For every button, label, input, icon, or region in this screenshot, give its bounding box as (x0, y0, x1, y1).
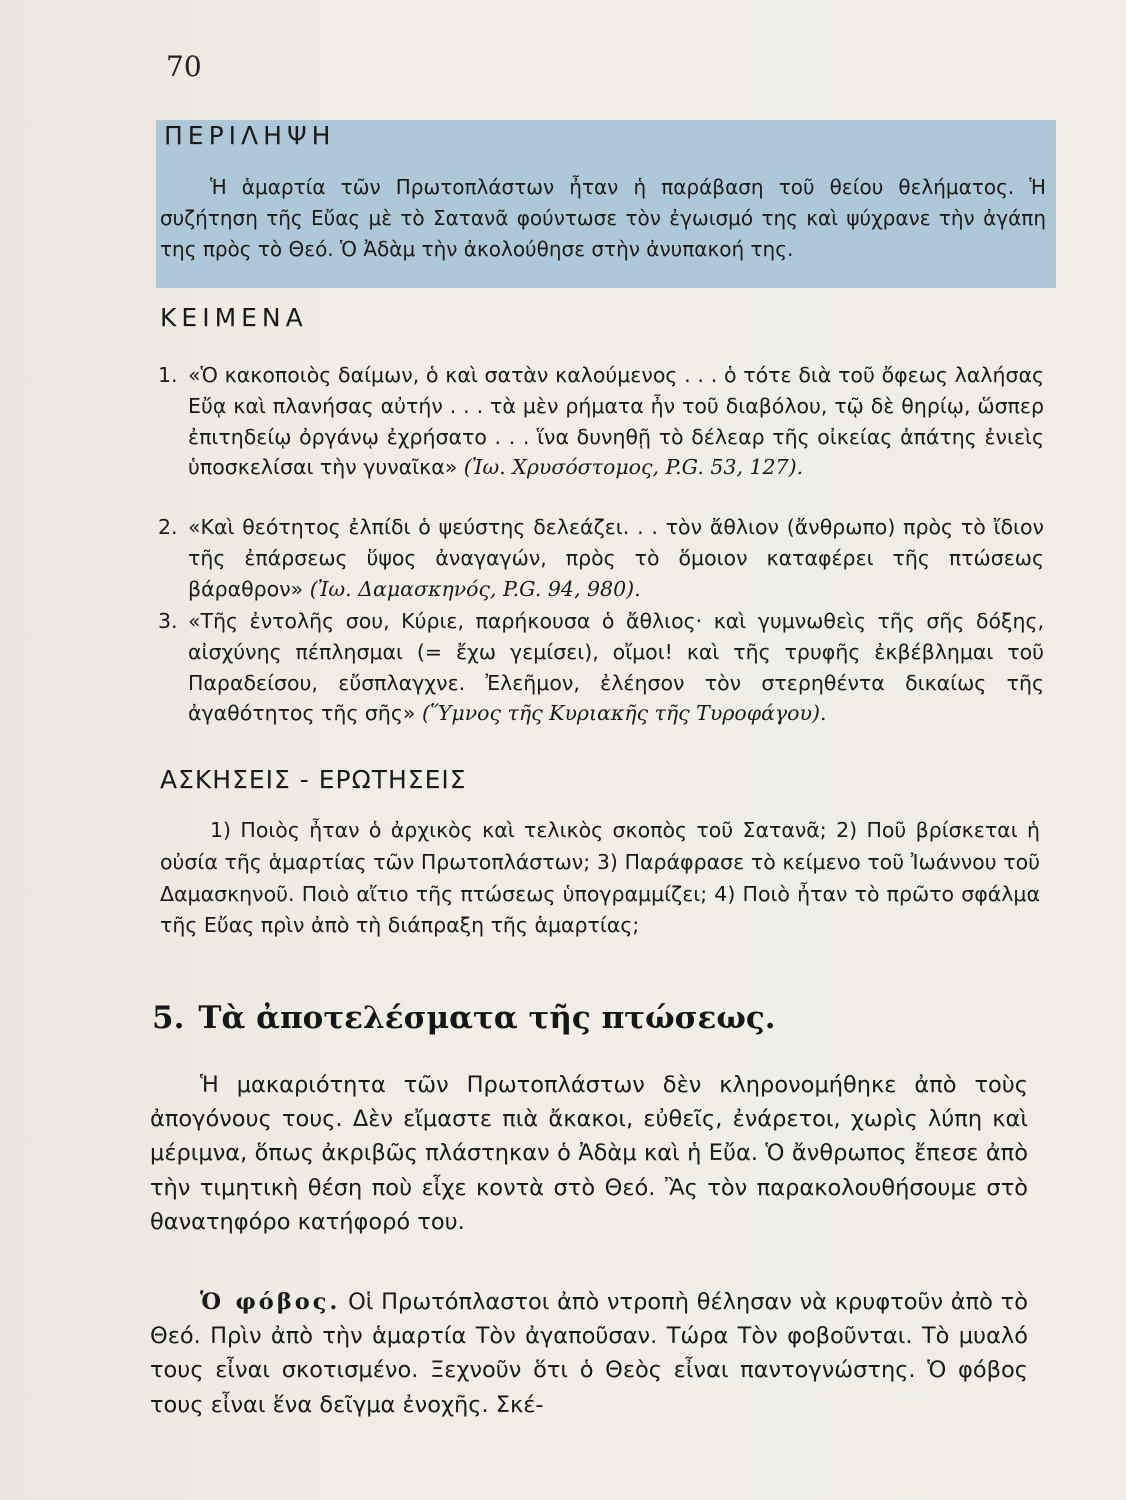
paragraph-text: Οἱ Πρωτόπλαστοι ἀπὸ ντροπὴ θέλησαν νὰ κρυφτοῦν ἀπὸ τὸ Θεό. Πρὶν ἀπὸ τὴν ἁμαρτία Τὸν ἀγαποῦσαν. Τώρα Τὸν φοβοῦνται. Τὸ μυαλό τους εἶναι σκοτισμένο. Ξεχνοῦν ὅτι ὁ Θεὸς εἶναι παντογνώστης. Ὁ φόβος τους εἶναι ἕνα δεῖγμα ἐνοχῆς. Σκέ- (150, 1289, 1028, 1418)
quote-number: 3. (158, 609, 178, 633)
quote-text: «Ὁ κακοποιὸς δαίμων, ὁ καὶ σατὰν καλούμενος . . . ὁ τότε διὰ τοῦ ὄφεως λαλήσας Εὔᾳ καὶ πλανήσας αὐτήν . . . τὰ μὲν ρήματα ἦν τοῦ διαβόλου, τῷ δὲ θηρίῳ, ὥσπερ ἐπιτηδείῳ ὀργάνῳ ἐχρήσατο . . . ἵνα δυνηθῇ τὸ δέλεαρ τῆς οἰκείας ἀπάτης ἐνιεὶς ὑποσκελίσαι τὴν γυναῖκα» (188, 363, 1044, 480)
fear-label: Ὁ φόβος. (200, 1289, 341, 1315)
quote-item-3 (158, 606, 1048, 736)
quote-number: 2. (158, 515, 178, 539)
paragraph-text: Ἡ μακαριότητα τῶν Πρωτοπλάστων δὲν κληρονομήθηκε ἀπὸ τοὺς ἀπογόνους τους. Δὲν εἴμαστε πιὰ ἄκακοι, εὐθεῖς, ἐνάρετοι, χωρὶς λύπη καὶ μέριμνα, ὅπως ἀκριβῶς πλάστηκαν ὁ Ἀδὰμ καὶ ἡ Εὔα. Ὁ ἄνθρωπος ἔπεσε ἀπὸ τὴν τιμητικὴ θέση ποὺ εἶχε κοντὰ στὸ Θεό. Ἂς τὸν παρακολουθήσουμε στὸ θανατηφόρο κατήφορό του. (150, 1072, 1028, 1235)
quote-body (188, 606, 1044, 729)
summary-paragraph: Ἡ ἁμαρτία τῶν Πρωτοπλάστων ἦταν ἡ παράβαση τοῦ θείου θελήματος. Ἡ συζήτηση τῆς Εὔας μὲ τὸ Σατανᾶ φούντωσε τὸν ἐγωισμό της καὶ ψύχρανε τὴν ἀγάπη της πρὸς τὸ Θεό. Ὁ Ἀδὰμ τὴν ἀκολούθησε στὴν ἀνυπακοή της. (160, 175, 1046, 261)
quote-reference: (Ἰω. Δαμασκηνός, P.G. 94, 980). (309, 576, 641, 601)
quote-reference: (Ἰω. Χρυσόστομος, P.G. 53, 127). (463, 455, 804, 480)
texts-heading: ΚΕΙΜΕΝΑ (160, 303, 308, 332)
page-number: 70 (166, 50, 202, 83)
section-title-text: Τὰ ἀποτελέσματα τῆς πτώσεως. (198, 1000, 776, 1036)
exercises-paragraph: 1) Ποιὸς ἦταν ὁ ἀρχικὸς καὶ τελικὸς σκοπὸς τοῦ Σατανᾶ; 2) Ποῦ βρίσκεται ἡ οὐσία τῆς ἁμαρτίας τῶν Πρωτοπλάστων; 3) Παράφρασε τὸ κείμενο τοῦ Ἰωάννου τοῦ Δαμασκηνοῦ. Ποιὸ αἴτιο τῆς πτώσεως ὑπογραμμίζει; 4) Ποιὸ ἦταν τὸ πρῶτο σφάλμα τῆς Εὔας πρὶν ἀπὸ τὴ διάπραξη τῆς ἁμαρτίας; (160, 818, 1040, 938)
quote-text: «Τῆς ἐντολῆς σου, Κύριε, παρήκουσα ὁ ἄθλιος· καὶ γυμνωθεὶς τῆς σῆς δόξης, αἰσχύνης πέπλησμαι (= ἔχω γεμίσει), οἴμοι! καὶ τῆς τρυφῆς ἐκβέβλημαι τοῦ Παραδείσου, εὔσπλαγχνε. Ἐλεῆμον, ἐλέησον τὸν στερηθέντα δικαίως τῆς ἀγαθότητος τῆς σῆς» (188, 609, 1044, 726)
section-paragraph-1 (150, 1068, 1028, 1239)
exercises-heading: ΑΣΚΗΣΕΙΣ - ΕΡΩΤΗΣΕΙΣ (160, 765, 467, 794)
quote-reference: (Ὕμνος τῆς Κυριακῆς τῆς Τυροφάγου). (421, 701, 827, 726)
exercises-text (160, 815, 1040, 942)
quote-body (188, 512, 1044, 604)
section-number: 5. (152, 1000, 185, 1036)
summary-text (160, 172, 1046, 265)
quote-body (188, 360, 1044, 483)
quote-text: «Καὶ θεότητος ἐλπίδι ὁ ψεύστης δελεάζει. . . τὸν ἄθλιον (ἄνθρωπο) πρὸς τὸ ἴδιον τῆς ἐπάρσεως ὕψος ἀναγαγών, πρὸς τὸ ὅμοιον καταφέρει τῆς πτώσεως βάραθρον» (188, 515, 1044, 601)
quote-item-1 (158, 360, 1048, 510)
quote-number: 1. (158, 363, 178, 387)
summary-heading: ΠΕΡΙΛΗΨΗ (164, 121, 336, 150)
section-paragraph-2 (150, 1285, 1028, 1422)
section-title (152, 1000, 776, 1036)
quote-item-2 (158, 512, 1048, 602)
